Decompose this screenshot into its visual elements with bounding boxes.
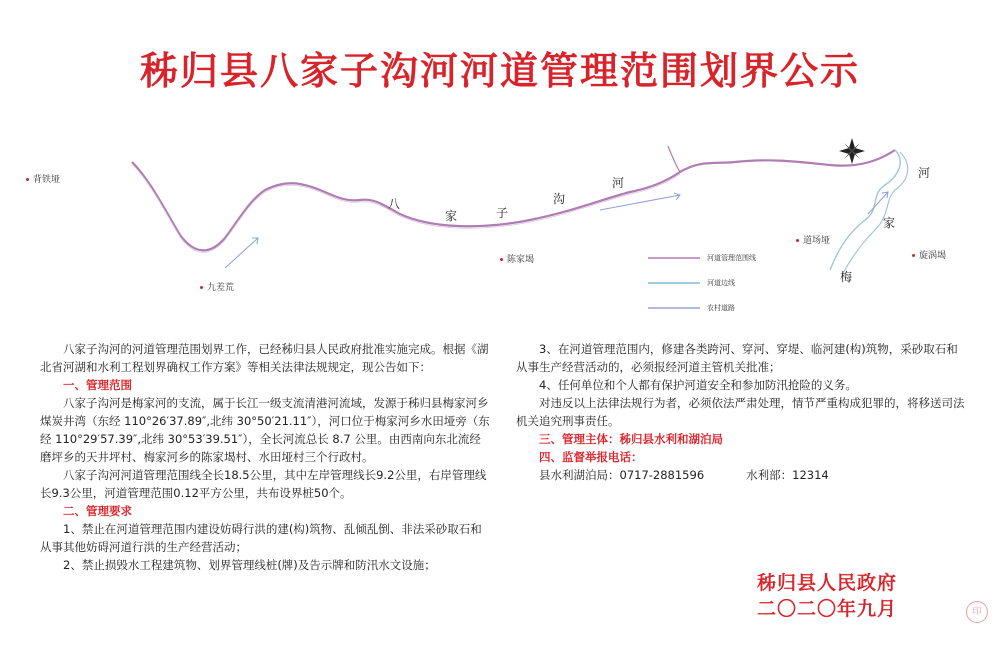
inlet-line [668, 146, 680, 172]
river-char-2: 家 [445, 209, 458, 223]
meijia-river-line [830, 150, 900, 270]
seal-icon: 印 [966, 601, 988, 623]
section-heading-requirements: 二、管理要求 [63, 504, 132, 518]
place-beitieya: 背铁垭 [26, 172, 60, 185]
signature-date: 二〇二〇年九月 [757, 598, 898, 620]
phone-ministry: 水利部：12314 [746, 468, 829, 482]
phone-county: 县水利湖泊局：0717-2881596 [539, 468, 705, 482]
flow-arrow-3 [868, 192, 888, 214]
river-char-1: 八 [388, 197, 401, 211]
page-title: 秭归县八家子沟河河道管理范围划界公示 [139, 49, 860, 93]
requirement-4: 4、任何单位和个人都有保护河道安全和参加防汛抢险的义务。 [539, 378, 857, 392]
right-column [516, 340, 966, 484]
requirement-2: 2、禁止损毁水工程建筑物、划界管理线桩(牌)及告示牌和防汛水文设施； [63, 558, 436, 572]
river-char-3: 子 [496, 206, 509, 220]
requirement-3: 3、在河道管理范围内，修建各类跨河、穿河、穿堤、临河建(构)筑物，采砂取石和从事生产经营活动的，必须报经河道主管机关批准； [516, 342, 958, 374]
section-heading-hotline: 四、监督举报电话： [539, 450, 643, 464]
legend-boundary-label: 河道管理范围线 [707, 254, 756, 262]
place-xuanwozha: 旋涡堨 [912, 248, 946, 261]
meijia-char-1: 河 [918, 166, 931, 180]
meijia-char-2: 家 [883, 216, 896, 230]
river-char-5: 河 [612, 176, 625, 190]
place-daochangya: 道场垭 [796, 233, 830, 246]
signature-org: 秭归县人民政府 [757, 572, 898, 594]
requirement-1: 1、禁止在河道管理范围内建设妨碍行洪的建(构)筑物、乱倾乱倒、非法采砂取石和从事其他妨碍河道行洪的生产经营活动； [40, 522, 482, 554]
intro-paragraph: 八家子沟河的河道管理范围划界工作，已经秭归县人民政府批准实施完成。根据《湖北省河湖和水利工程划界确权工作方案》等相关法律法规规定，现公告如下： [40, 342, 489, 374]
section-heading-scope: 一、管理范围 [63, 378, 132, 392]
place-jiuchahuang: 九差荒 [200, 280, 234, 293]
scope-paragraph-1: 八家子沟河是梅家河的支流，属于长江一级支流清港河流域，发源于秭归县梅家河乡煤炭井湾（东经 110°26′37.89″,北纬 30°50′21.11″），河口位于梅家河乡水田垭旁（东经 110°29′57.39″,北纬 30°53′39.51″），全长河流总长 8.7 公里。由西南向东北流经磨坪乡的天井坪村、梅家河乡的陈家堨村、水田垭村三个行政村。 [40, 396, 490, 464]
left-column [40, 340, 490, 574]
compass-icon [839, 138, 865, 164]
scope-paragraph-2: 八家子沟河河道管理范围线全长18.5公里，其中左岸管理线长9.2公里，右岸管理线长9.3公里，河道管理范围0.12平方公里，共布设界桩50个。 [40, 468, 487, 500]
legend-road-label: 农村道路 [707, 304, 735, 312]
river-char-4: 沟 [553, 192, 566, 206]
river-map [0, 120, 1000, 320]
river-boundary-line [132, 150, 895, 250]
penalty-paragraph: 对违反以上法律法规行为者，必须依法严肃处理，情节严重构成犯罪的，将移送司法机关追究刑事责任。 [516, 396, 965, 428]
river-edge-line [132, 164, 680, 252]
meijia-char-3: 梅 [840, 270, 853, 284]
legend-edge-label: 河道边线 [707, 279, 735, 287]
flow-arrow-1 [225, 238, 258, 268]
section-heading-authority: 三、管理主体：秭归县水利和湖泊局 [539, 432, 723, 446]
place-chenjiazha: 陈家堨 [500, 252, 534, 265]
phone-line [516, 466, 966, 484]
